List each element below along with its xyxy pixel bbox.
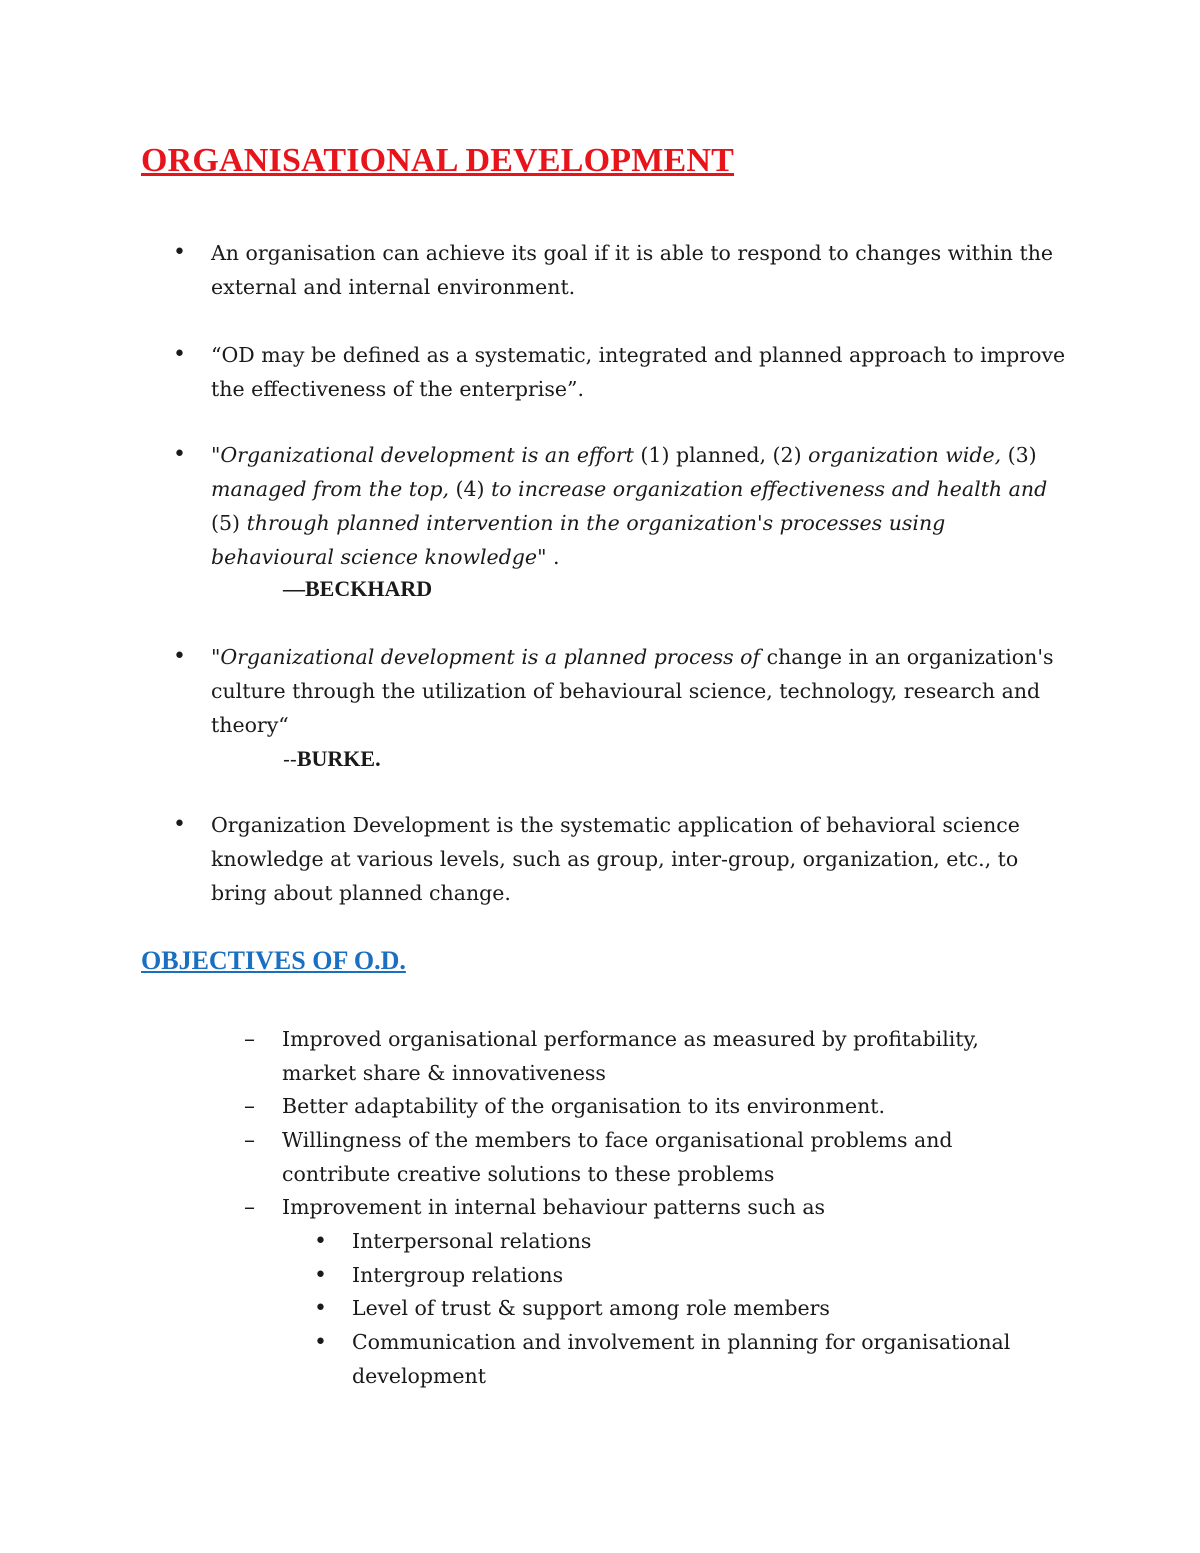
objective-item: Improvement in internal behaviour patterns such as (282, 1195, 826, 1219)
od-definition-paragraph: “OD may be defined as a systematic, integrated and planned approach to improve the effectiveness of the enterprise”. (211, 343, 1066, 401)
attribution-dash: — (283, 576, 305, 601)
dash-marker: – (244, 1027, 255, 1052)
bullet-marker: • (173, 342, 186, 367)
sub-item: Intergroup relations (352, 1263, 564, 1287)
quote-plain: (4) (455, 477, 492, 501)
objective-item: Better adaptability of the organisation to its environment. (282, 1094, 886, 1118)
bullet-marker: • (173, 812, 186, 837)
od-summary-paragraph: Organization Development is the systematic application of behavioral science knowledge at various levels, such as group, inter-group, organization, etc., to bring about planned change. (211, 813, 1020, 905)
beckhard-attribution (283, 572, 432, 606)
quote-italic: to increase organization effectiveness and health and (491, 477, 1048, 501)
sub-bullet-marker: • (314, 1296, 327, 1321)
quote-plain: " . (537, 545, 560, 569)
quote-plain: (3) (1007, 443, 1037, 467)
objective-item: Willingness of the members to face organisational problems and contribute creative solutions to these problems (282, 1128, 953, 1186)
quote-plain: (5) (211, 511, 247, 535)
burke-quote (211, 640, 1071, 742)
bullet-marker: • (173, 240, 186, 265)
bullet-marker: • (173, 644, 186, 669)
quote-plain: change in an organization's culture through the utilization of behavioural science, technology, research and theory“ (211, 645, 1054, 737)
beckhard-quote (211, 438, 1071, 574)
sub-bullet-marker: • (314, 1263, 327, 1288)
sub-item: Interpersonal relations (352, 1229, 592, 1253)
bullet-marker: • (173, 442, 186, 467)
quote-italic: organization wide, (808, 443, 1008, 467)
attribution-name: BURKE. (296, 746, 381, 771)
sub-bullet-marker: • (314, 1229, 327, 1254)
sub-item: Level of trust & support among role members (352, 1296, 830, 1320)
quote-italic: managed from the top, (211, 477, 456, 501)
sub-item: Communication and involvement in planning for organisational development (352, 1330, 1011, 1388)
attribution-dash: -- (283, 747, 297, 771)
quote-italic: "Organizational development is a planned process of (211, 645, 767, 669)
dash-marker: – (244, 1128, 255, 1153)
objectives-heading: OBJECTIVES OF O.D. (141, 946, 406, 975)
objective-item: Improved organisational performance as measured by profitability, market share & innovativeness (282, 1027, 979, 1085)
dash-marker: – (244, 1195, 255, 1220)
intro-paragraph: An organisation can achieve its goal if it is able to respond to changes within the external and internal environment. (211, 241, 1054, 299)
page-title: ORGANISATIONAL DEVELOPMENT (141, 142, 735, 179)
quote-italic: through planned intervention in the organization's processes using behavioural science knowledge (211, 511, 946, 569)
quote-italic: "Organizational development is an effort (211, 443, 641, 467)
burke-attribution (283, 742, 381, 776)
dash-marker: – (244, 1094, 255, 1119)
sub-bullet-marker: • (314, 1330, 327, 1355)
attribution-name: BECKHARD (305, 576, 433, 601)
quote-plain: (1) planned, (2) (640, 443, 809, 467)
